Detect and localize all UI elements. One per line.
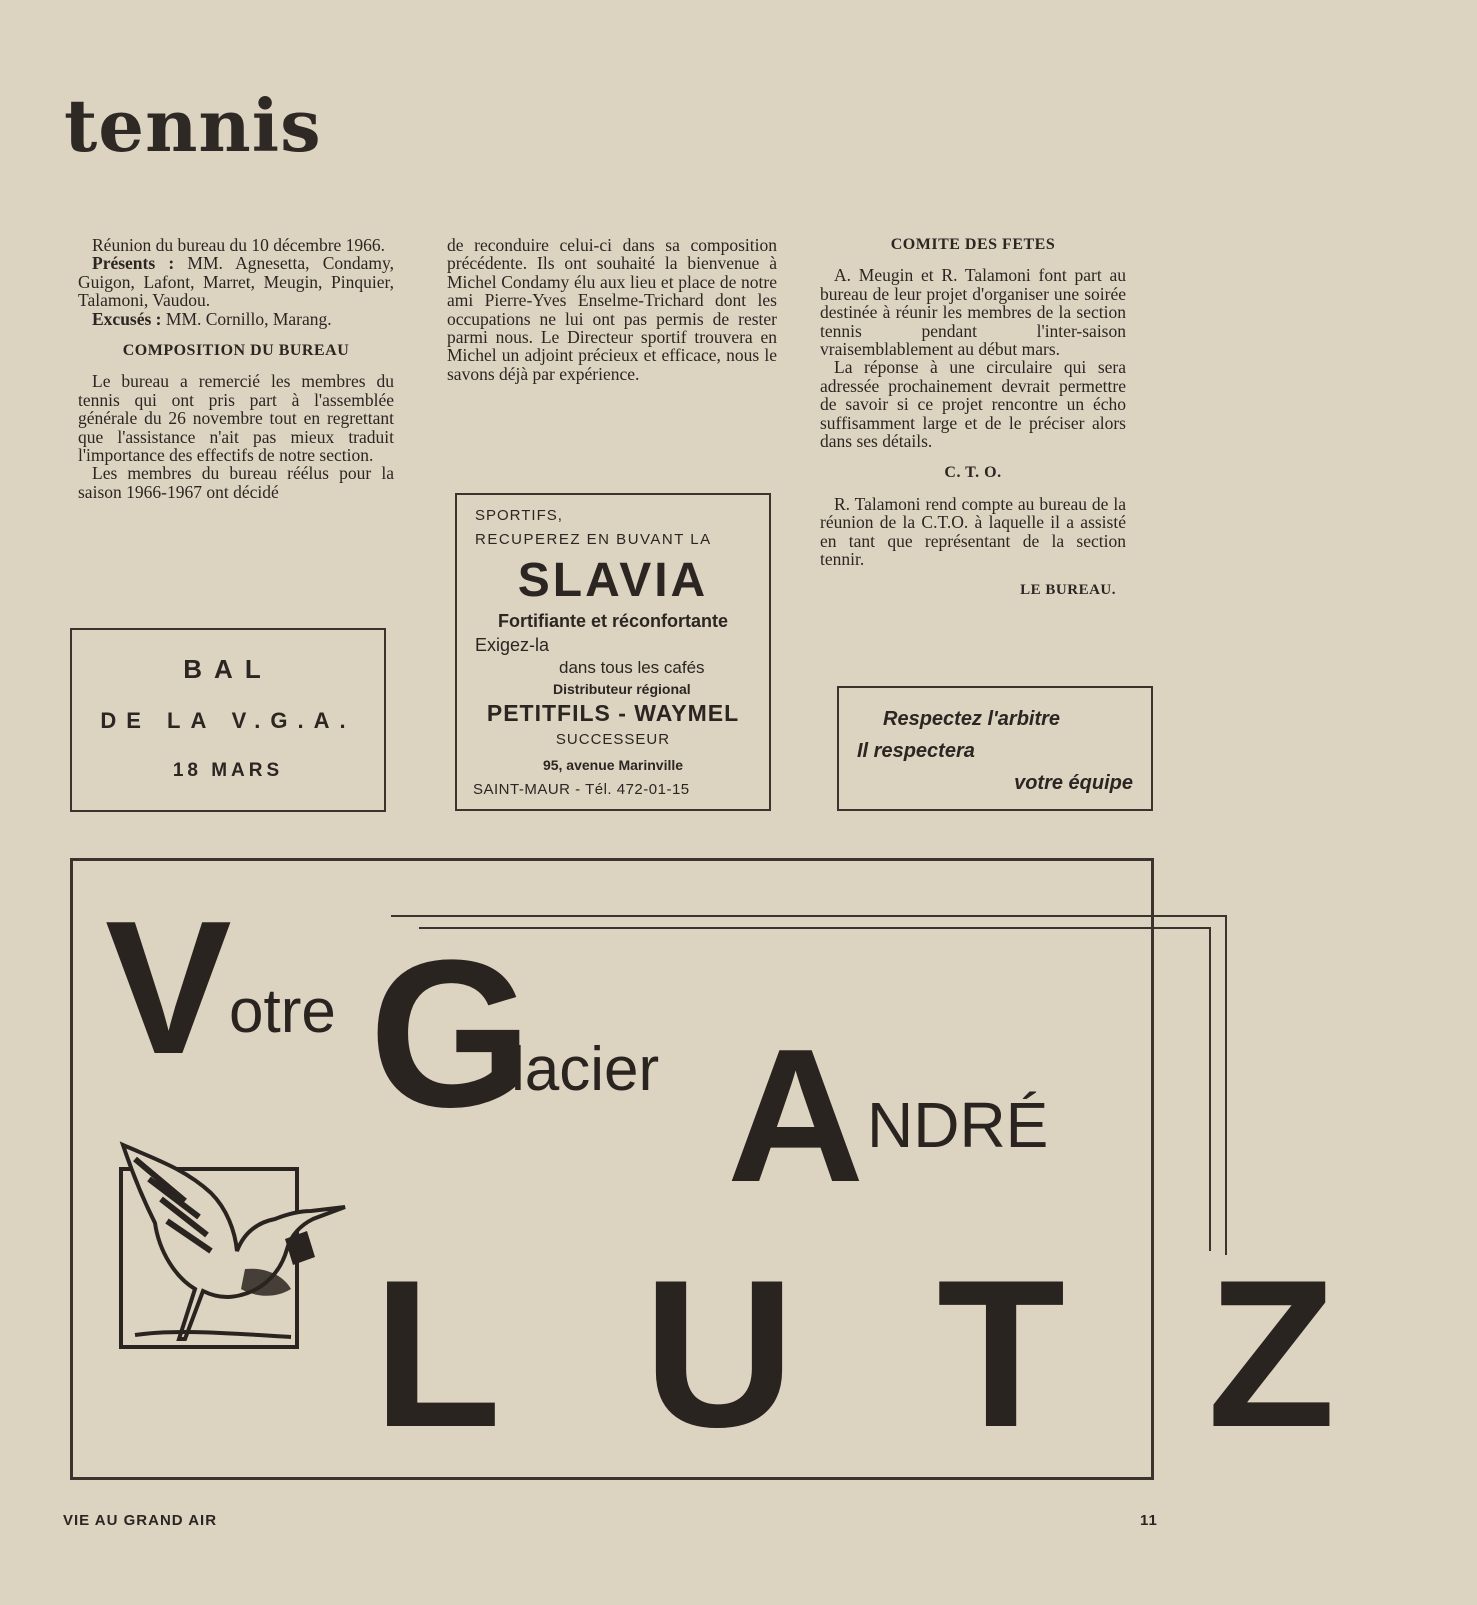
ad-letter-g: G: [369, 916, 533, 1151]
paragraph: A. Meugin et R. Talamoni font part au bureau de leur projet d'organiser une soirée destinée à réunir les membres de la section tennis pendant l'inter-saison vraisemblablement au début mars.: [820, 265, 1126, 360]
present-line: [78, 254, 394, 309]
slavia-ad-box: [455, 493, 771, 811]
bal-line-3: 18 MARS: [172, 760, 284, 781]
paragraph: Les membres du bureau réélus pour la saison 1966-1967 ont décidé: [78, 463, 394, 502]
ad-word-ndre: NDRÉ: [867, 1089, 1049, 1161]
slavia-line-8: SUCCESSEUR: [555, 731, 671, 748]
paragraph: La réponse à une circulaire qui sera adressée prochainement devrait permettre de savoir si ce projet rencontre un écho suffisamment large et de le préciser alors dans ses détails.: [820, 357, 1126, 452]
publication-name: VIE AU GRAND AIR: [63, 1512, 218, 1529]
article-column-1: [78, 236, 394, 501]
paragraph: R. Talamoni rend compte au bureau de la réunion de la C.T.O. à laquelle il a assisté en tant que représentant de la section tennir.: [820, 493, 1126, 570]
slavia-line-4: Exigez-la: [475, 635, 550, 655]
ad-letter-a: A: [727, 1010, 865, 1222]
excuses-names: MM. Cornillo, Marang.: [161, 308, 332, 329]
bal-ad-box: [70, 628, 386, 812]
arbitre-line-1: Respectez l'arbitre: [883, 708, 1061, 730]
lutz-ad-box: [70, 858, 1477, 1480]
slavia-line-6: Distributeur régional: [553, 681, 691, 697]
article-column-2: [447, 236, 777, 383]
present-label: Présents :: [92, 253, 175, 274]
ad-word-lacier: lacier: [511, 1035, 660, 1104]
section-title: tennis: [64, 83, 322, 168]
paragraph: Le bureau a remercié les membres du tennis qui ont pris part à l'assemblée générale du 26 novembre tout en regrettant que l'assistance n'ait pas mieux traduit l'importance des effectifs de notre section.: [78, 371, 394, 466]
meeting-date: Réunion du bureau du 10 décembre 1966.: [92, 235, 386, 255]
bal-line-2: DE LA V.G.A.: [100, 708, 356, 733]
article-column-3: [820, 236, 1126, 599]
present-names: MM. Agnesetta, Condamy, Guigon, Lafont, Marret, Meugin, Pinquier, Talamoni, Vaudou.: [78, 253, 394, 311]
page-number: 11: [1140, 1512, 1158, 1529]
signature: LE BUREAU.: [1020, 581, 1116, 598]
bal-line-1: BAL: [183, 654, 273, 684]
ad-name-lutz: LUTZ: [373, 1236, 1477, 1471]
composition-heading: COMPOSITION DU BUREAU: [122, 342, 350, 360]
slavia-phone: SAINT-MAUR - Tél. 472-01-15: [473, 781, 690, 798]
ad-word-otre: otre: [229, 977, 336, 1046]
arbitre-line-3: votre équipe: [1014, 772, 1133, 794]
slavia-line-5: dans tous les cafés: [559, 658, 705, 677]
ad-letter-v: V: [105, 882, 232, 1094]
paragraph: de reconduire celui-ci dans sa composition précédente. Ils ont souhaité la bienvenue à Michel Condamy élu aux lieu et place de notre ami Pierre-Yves Enselme-Trichard dont les occupations ne lui ont pas permis de rester parmi nous. Le Directeur sportif trouvera en Michel un adjoint précieux et efficace, nous le savons déjà par expérience.: [447, 235, 777, 384]
stork-illustration: [115, 1139, 365, 1353]
slavia-line-2: RECUPEREZ EN BUVANT LA: [475, 531, 712, 548]
slavia-brand: SLAVIA: [517, 554, 709, 607]
cto-heading: C. T. O.: [944, 464, 1002, 482]
arbitre-line-2: Il respectera: [857, 740, 975, 762]
slavia-address: 95, avenue Marinville: [542, 757, 684, 773]
excuses-line: [78, 310, 394, 328]
comite-heading: COMITE DES FETES: [890, 236, 1056, 253]
slavia-line-3: Fortifiante et réconfortante: [497, 611, 729, 631]
slavia-distributor: PETITFILS - WAYMEL: [486, 700, 740, 726]
slavia-line-1: SPORTIFS,: [475, 507, 563, 524]
arbitre-box: [837, 686, 1153, 811]
excuses-label: Excusés :: [92, 308, 162, 329]
